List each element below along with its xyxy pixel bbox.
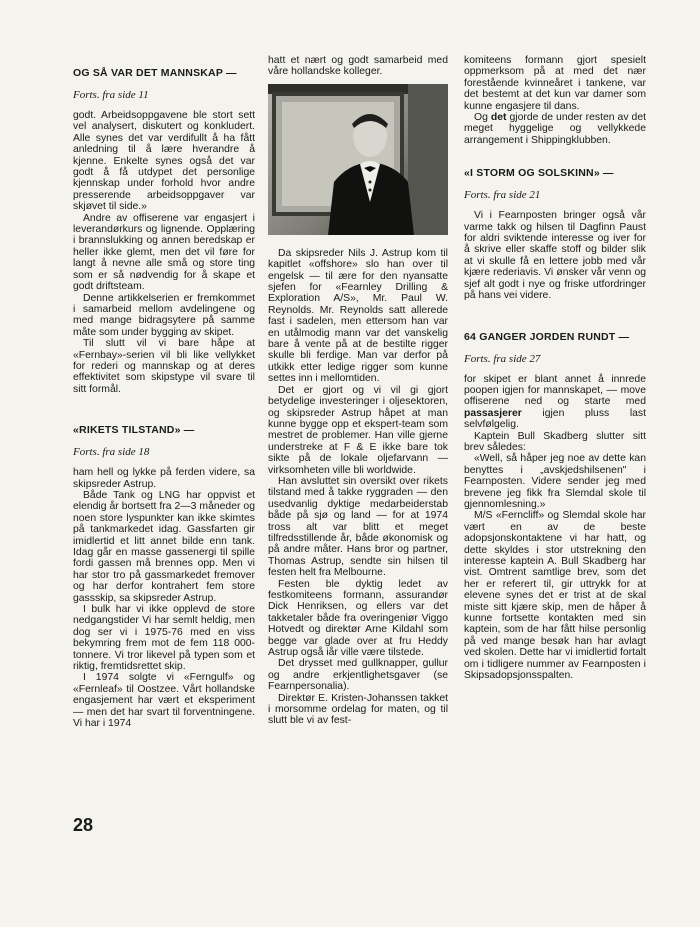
paragraph: Kaptein Bull Skadberg slutter sitt brev således: [464, 430, 646, 453]
column-right [464, 55, 647, 682]
photo-image [268, 84, 448, 235]
bold-text: det [490, 112, 507, 124]
paragraph: «Well, så håper jeg noe av dette kan benyttes i „avskjedshilsenen" i Fearnposten. Videre sender jeg med brevene jeg fikk fra Slemdal skole til gjennomlesning.» [464, 453, 646, 510]
continued-from-label: Forts. fra side 21 [464, 189, 541, 202]
paragraph: Både Tank og LNG har oppvist et elendig år bortsett fra 2—3 måneder og noen store lyspunkter kan ikke skimtes på tankmarkedet idag. Gassfarten gir imidlertid et litt annet bilde enn tank. Idag går en masse gassenergi til spille fordi gassen må brennes opp. Men vi har stor tro på gassmarkedet fremover og har derfor kontrahert fem store gassskip, sa skipsreder Astrup. [73, 489, 255, 604]
column-middle [268, 55, 448, 727]
paragraph [464, 112, 646, 146]
continued-from-label: Forts. fra side 18 [73, 446, 150, 459]
paragraph: komiteens formann gjort spesielt oppmerksom på at med det nær forestående kvinneåret i tankene, var det bestemt at det kun var damer som kunne engasjere til dans. [464, 55, 646, 112]
paragraph: godt. Arbeidsoppgavene ble stort sett vel analysert, diskutert og konkludert. Alle synes det var verdifullt å ha fått anledning til å lære hverandre å kjenne. Enkelte synes også det var godt å få utdypet det personlige kjennskap under forhold hvor andre presserende arbeidsoppgaver var skjøvet til side.» [73, 110, 255, 213]
section-heading-rikets-tilstand: «RIKETS TILSTAND» — [73, 424, 195, 437]
text: gjorde de under resten av det meget hyggelige og vellykkede arrangement i Shippingklubben. [464, 112, 647, 146]
text: for skipet er blant annet å innrede poopen igjen for mannskapet, — move offiserene ned og starte med [464, 373, 646, 408]
paragraph: M/S «Ferncliff» og Slemdal skole har vært en av de beste adopsjonskontaktene vi har hatt, og dette skyldes i stor utstrekning den interesse kaptein A. Bull Skadberg har vist. Omtrent samtlige brev, som det her er referert til, gir uttrykk for at elevene synes det er trist at de skal miste sitt kjære skip, men de håper å kunne fortsette kontakten med sin kaptein, som de har fått hilse personlig på ved mange besøk han har avlagt ved skolen. Dette har vi imidlertid fortalt om i tidligere nummer av Fearnposten i Skipsadopsjonsspalten. [464, 510, 646, 682]
section-heading-storm-og-solskinn: «I STORM OG SOLSKINN» — [464, 167, 614, 180]
column-left [73, 58, 255, 730]
paragraph: Til slutt vil vi bare håpe at «Fernbay»-serien vil bli like vellykket for rederi og mannskap og at deres effektivitet som skipstype vil svare til sitt formål. [73, 338, 255, 395]
page-number: 28 [73, 815, 94, 835]
bold-text: passasjerer [464, 407, 522, 419]
paragraph: hatt et nært og godt samarbeid med våre hollandske kolleger. [268, 55, 448, 78]
paragraph [464, 374, 646, 431]
paragraph: Andre av offiserene var engasjert i leverandørkurs og lignende. Opplæring i brannslukking og annen beredskap er heller ikke glemt, men det vil føre for langt å nevne alle små og store ting som er så nødvendig for å skape et godt driftsteam. [73, 212, 255, 293]
paragraph: Direktør E. Kristen-Johanssen takket i morsomme ordelag for maten, og til slutt ble vi av fest- [268, 692, 448, 727]
text: Og [474, 112, 491, 124]
paragraph: Han avsluttet sin oversikt over rikets tilstand med å takke ryggraden — den usedvanlig dyktige medarbeiderstab både på sjø og land — for at 1974 tross alt var blitt et meget tilfredsstillende år, både økonomisk og på andre måter. Hans bror og partner, Thomas Astrup, sendte sin hilsen til festen helt fra Melbourne. [268, 475, 448, 579]
continued-from-label: Forts. fra side 27 [464, 352, 541, 365]
paragraph: I 1974 solgte vi «Ferngulf» og «Fernleaf» til Oostzee. Vårt hollandske engasjement har vært et eksperiment — men det har svart til forventningene. Vi har i 1974 [73, 672, 255, 730]
paragraph: Festen ble dyktig ledet av festkomiteens formann, assurandør Dick Henriksen, og ellers var det takketaler både fra overingeniør Viggo Hotvedt og direktør Arne Kildahl som begge var glade over at fru Heddy Astrup også iår ville være tilstede. [268, 578, 448, 659]
paragraph: ham hell og lykke på ferden videre, sa skipsreder Astrup. [73, 467, 255, 490]
paragraph: Det drysset med gullknapper, gullur og andre erkjentlighetsgaver (se Fearnpersonalia). [268, 658, 448, 693]
paragraph: Da skipsreder Nils J. Astrup kom til kapitlet «offshore» slo han over til engelsk — til ære for den nyansatte sjefen for «Fearnley Drilling & Exploration A/S», Mr. Paul W. Reynolds. Mr. Reynolds satt allerede fast i sadelen, men ettersom han var en utålmodig mann var det vanskelig bare å vente på at de bestilte rigger skulle bli ferdige. Man var derfor på utkikk etter ledige rigger som kunne settes inn i mellomtiden. [268, 247, 448, 385]
paragraph: Det er gjort og vi vil gi gjort betydelige investeringer i oljesektoren, og skipsreder Astrup håpet at man kunne bygge opp et ekspert-team som mestret de problemer. Han ville gjerne understreke at F & E ikke bare tok sikte på de lokale oljefarvann — virksomheten ville bli worldwide. [268, 384, 448, 476]
photo-man-in-tuxedo [268, 84, 448, 235]
paragraph: I bulk har vi ikke opplevd de store nedgangstider Vi har semlt heldig, men dog ser vi i 1975-76 med en viss bekymring frem mot de fem 118 000-tonnere. Vi tror likevel på typen som et riktig, fremtidsrettet skip. [73, 604, 255, 673]
section-heading-64-ganger: 64 GANGER JORDEN RUNDT — [464, 330, 630, 343]
paragraph: Vi i Fearnposten bringer også vår varme takk og hilsen til Dagfinn Paust for aldri sviktende interesse og iver for å skrive eller skaffe stoff og bilder slik at vi skulle få en lettere jobb med vår kjære rederiavis. Vi ønsker vår venn og sjef alt godt i nye og friske utfordringer på hans vei videre. [464, 210, 646, 302]
paragraph: Denne artikkelserien er fremkommet i samarbeid mellom avdelingene og med mange bidragsytere på samme måte som under bygging av skipet. [73, 292, 255, 338]
continued-from-label: Forts. fra side 11 [73, 89, 149, 101]
text: igjen pluss last selvfølgelig. [464, 407, 646, 431]
section-heading-mannskap: OG SÅ VAR DET MANNSKAP — [73, 67, 237, 79]
